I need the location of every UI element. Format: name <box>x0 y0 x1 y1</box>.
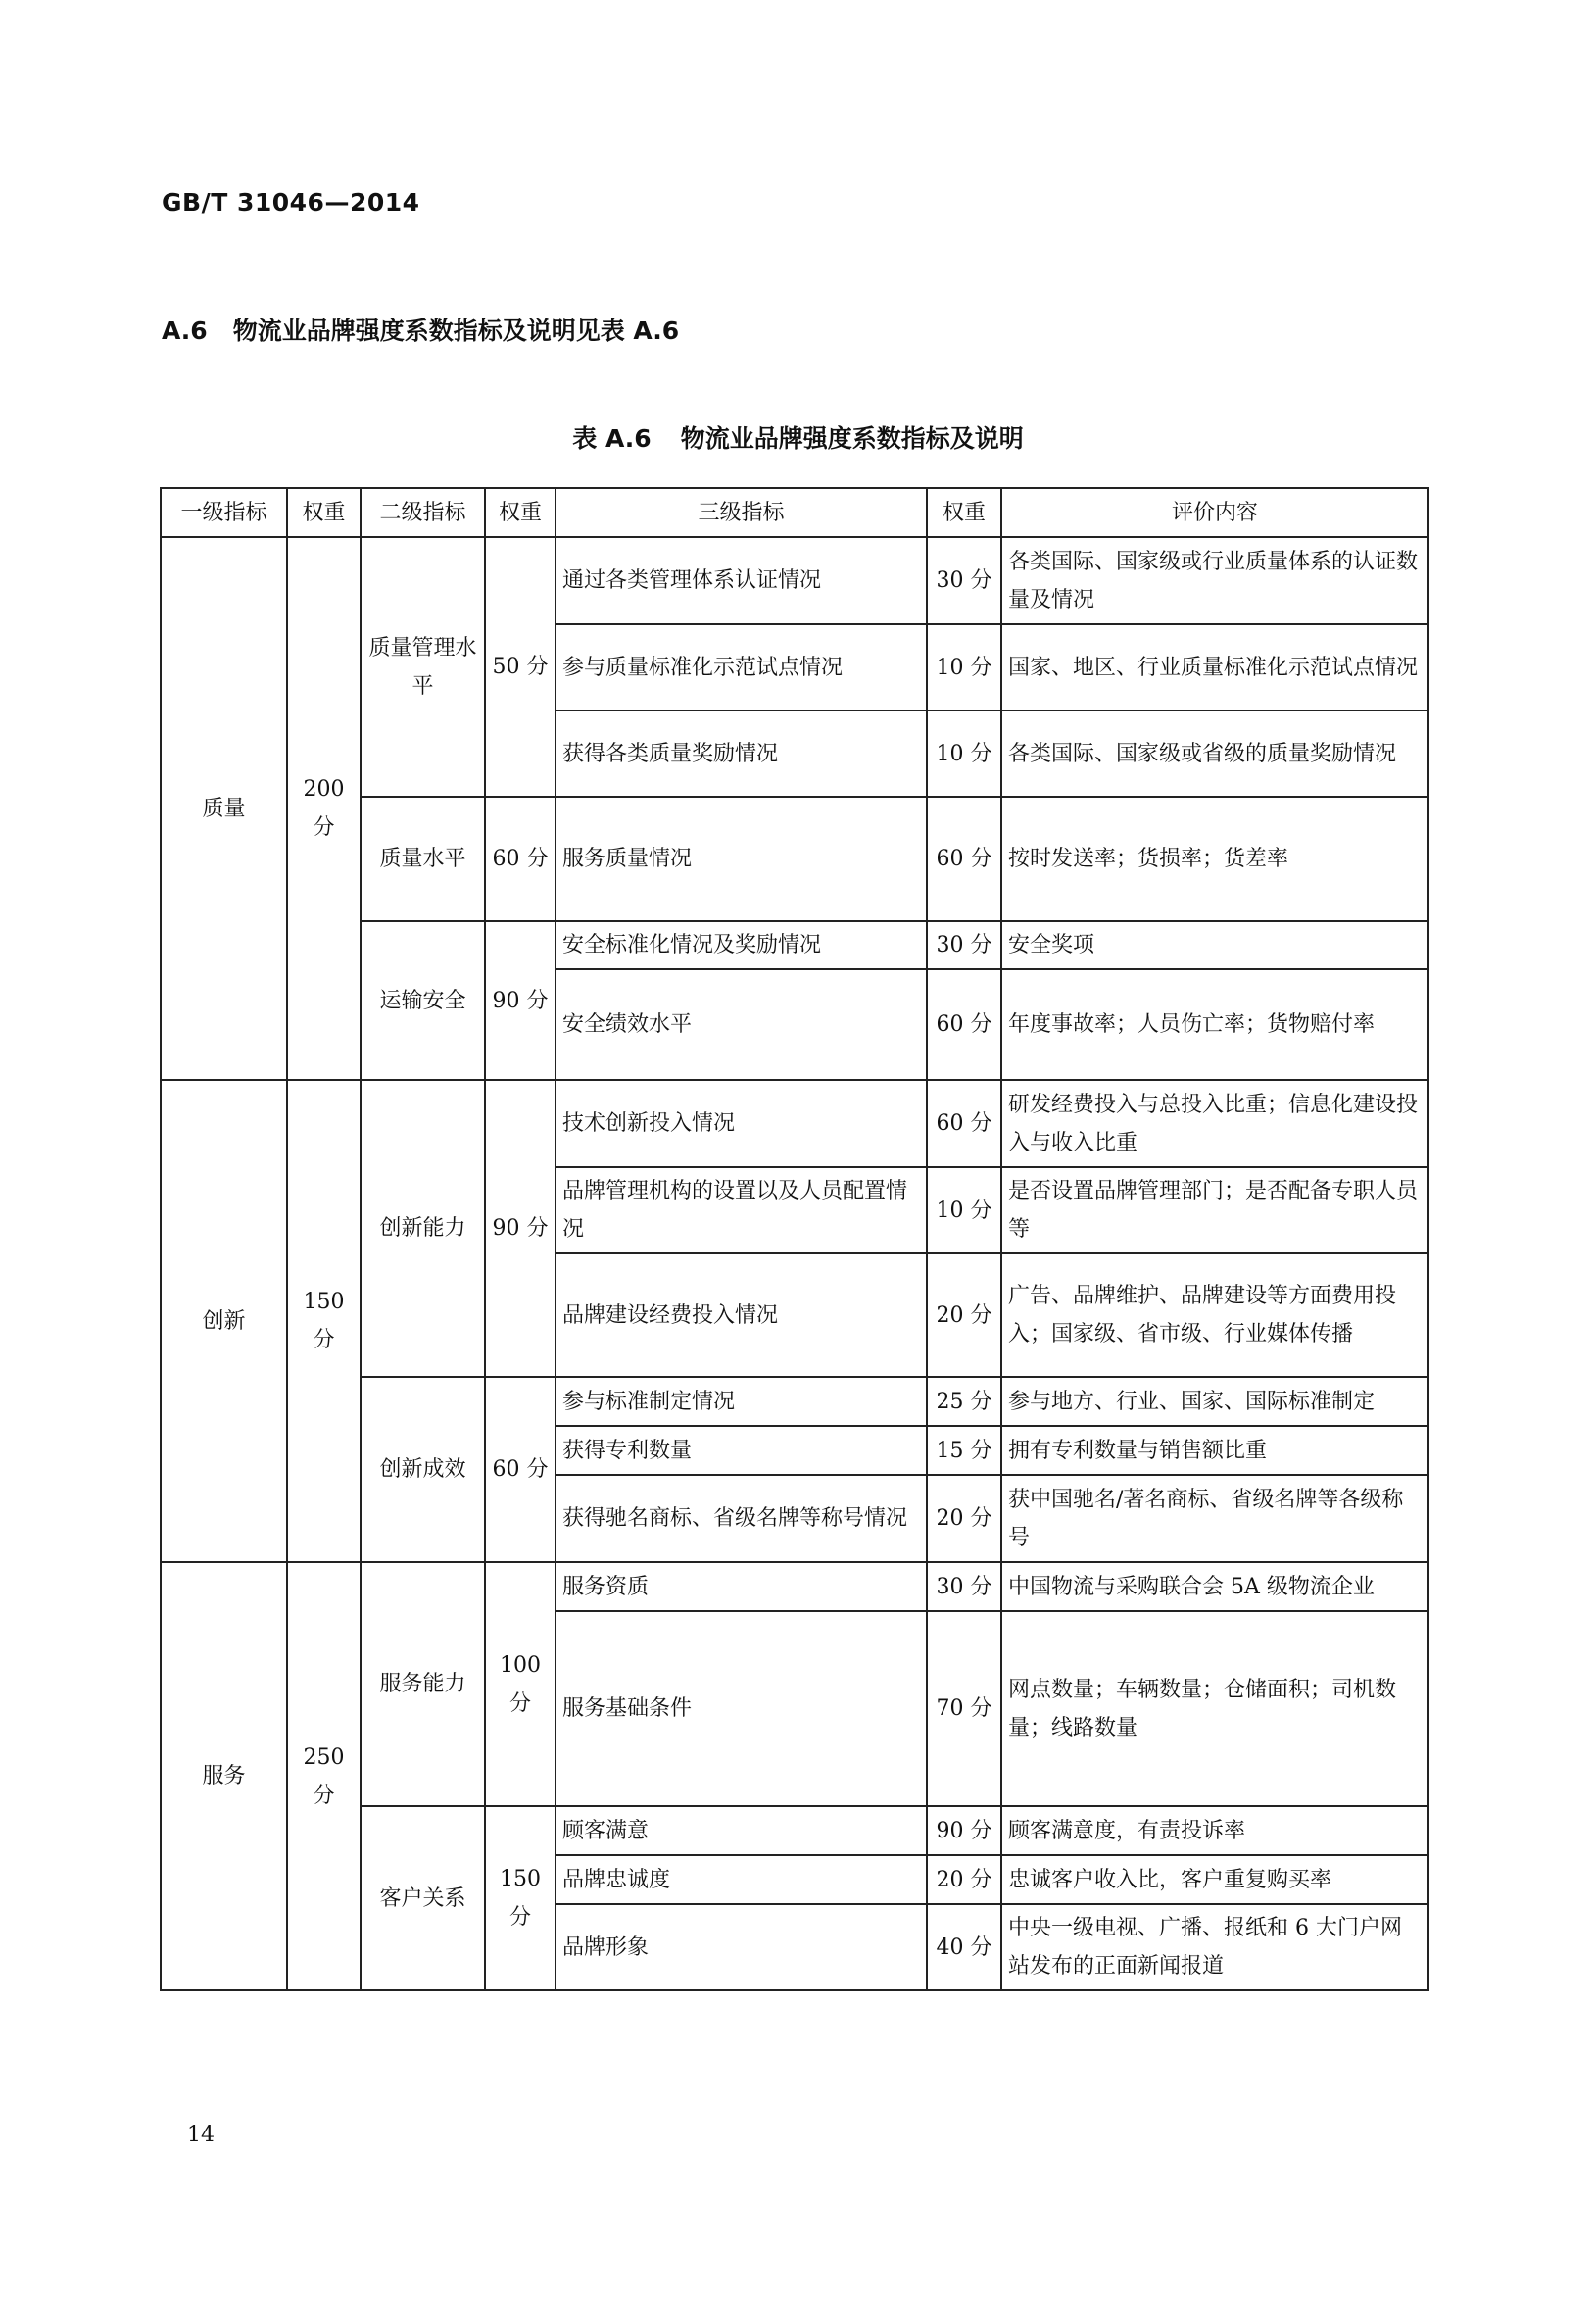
table-caption-title: 物流业品牌强度系数指标及说明 <box>680 424 1024 453</box>
level3-weight: 30 分 <box>927 921 1001 969</box>
evaluation-content: 安全奖项 <box>1001 921 1428 969</box>
level3-weight: 60 分 <box>927 969 1001 1080</box>
level1-indicator: 质量 <box>161 537 287 1080</box>
level3-weight: 60 分 <box>927 797 1001 921</box>
level3-indicator: 参与标准制定情况 <box>556 1377 927 1426</box>
level3-weight: 20 分 <box>927 1253 1001 1377</box>
section-heading <box>162 312 679 347</box>
evaluation-content: 各类国际、国家级或行业质量体系的认证数量及情况 <box>1001 537 1428 624</box>
level2-indicator: 质量水平 <box>361 797 485 921</box>
level3-weight: 30 分 <box>927 1562 1001 1611</box>
level3-indicator: 品牌形象 <box>556 1904 927 1990</box>
level3-indicator: 品牌建设经费投入情况 <box>556 1253 927 1377</box>
level2-weight: 100 分 <box>485 1562 556 1806</box>
table-header-row <box>161 488 1428 537</box>
evaluation-content: 国家、地区、行业质量标准化示范试点情况 <box>1001 624 1428 710</box>
table-row <box>161 1080 1428 1167</box>
level3-weight: 60 分 <box>927 1080 1001 1167</box>
level1-weight: 150 分 <box>287 1080 361 1562</box>
level1-indicator: 创新 <box>161 1080 287 1562</box>
level3-indicator: 技术创新投入情况 <box>556 1080 927 1167</box>
column-header-content: 评价内容 <box>1001 488 1428 537</box>
column-header-level2: 二级指标 <box>361 488 485 537</box>
evaluation-content: 顾客满意度，有责投诉率 <box>1001 1806 1428 1855</box>
level3-weight: 70 分 <box>927 1611 1001 1806</box>
column-header-level1-weight: 权重 <box>287 488 361 537</box>
brand-strength-indicator-table <box>160 487 1429 1991</box>
level3-weight: 15 分 <box>927 1426 1001 1475</box>
level2-weight: 50 分 <box>485 537 556 797</box>
level3-indicator: 安全绩效水平 <box>556 969 927 1080</box>
evaluation-content: 网点数量；车辆数量；仓储面积；司机数量；线路数量 <box>1001 1611 1428 1806</box>
section-number: A.6 <box>162 317 208 345</box>
evaluation-content: 获中国驰名/著名商标、省级名牌等各级称号 <box>1001 1475 1428 1562</box>
level3-weight: 20 分 <box>927 1475 1001 1562</box>
table-row <box>161 1562 1428 1611</box>
level2-indicator: 运输安全 <box>361 921 485 1080</box>
column-header-level1: 一级指标 <box>161 488 287 537</box>
level3-indicator: 获得驰名商标、省级名牌等称号情况 <box>556 1475 927 1562</box>
table-row <box>161 537 1428 624</box>
level3-weight: 30 分 <box>927 537 1001 624</box>
evaluation-content: 年度事故率；人员伤亡率；货物赔付率 <box>1001 969 1428 1080</box>
table-caption <box>0 419 1596 455</box>
page-number: 14 <box>187 2123 215 2147</box>
level3-indicator: 安全标准化情况及奖励情况 <box>556 921 927 969</box>
level2-weight: 60 分 <box>485 797 556 921</box>
evaluation-content: 参与地方、行业、国家、国际标准制定 <box>1001 1377 1428 1426</box>
level1-indicator: 服务 <box>161 1562 287 1990</box>
standard-code: GB/T 31046—2014 <box>162 188 420 217</box>
level3-weight: 10 分 <box>927 1167 1001 1253</box>
level3-indicator: 服务资质 <box>556 1562 927 1611</box>
level1-weight: 200 分 <box>287 537 361 1080</box>
level3-weight: 10 分 <box>927 710 1001 797</box>
level3-indicator: 获得各类质量奖励情况 <box>556 710 927 797</box>
level3-indicator: 获得专利数量 <box>556 1426 927 1475</box>
level2-indicator: 服务能力 <box>361 1562 485 1806</box>
level2-weight: 90 分 <box>485 1080 556 1377</box>
evaluation-content: 是否设置品牌管理部门；是否配备专职人员等 <box>1001 1167 1428 1253</box>
column-header-level3: 三级指标 <box>556 488 927 537</box>
level1-weight: 250 分 <box>287 1562 361 1990</box>
evaluation-content: 忠诚客户收入比，客户重复购买率 <box>1001 1855 1428 1904</box>
column-header-level2-weight: 权重 <box>485 488 556 537</box>
table-caption-number: 表 A.6 <box>572 424 652 453</box>
evaluation-content: 研发经费投入与总投入比重；信息化建设投入与收入比重 <box>1001 1080 1428 1167</box>
level3-indicator: 顾客满意 <box>556 1806 927 1855</box>
level2-indicator: 客户关系 <box>361 1806 485 1990</box>
level3-weight: 20 分 <box>927 1855 1001 1904</box>
level3-weight: 25 分 <box>927 1377 1001 1426</box>
level3-indicator: 通过各类管理体系认证情况 <box>556 537 927 624</box>
level3-indicator: 参与质量标准化示范试点情况 <box>556 624 927 710</box>
level2-weight: 90 分 <box>485 921 556 1080</box>
level3-indicator: 服务基础条件 <box>556 1611 927 1806</box>
evaluation-content: 各类国际、国家级或省级的质量奖励情况 <box>1001 710 1428 797</box>
evaluation-content: 按时发送率；货损率；货差率 <box>1001 797 1428 921</box>
level3-indicator: 品牌忠诚度 <box>556 1855 927 1904</box>
section-title: 物流业品牌强度系数指标及说明见表 A.6 <box>232 317 680 345</box>
column-header-level3-weight: 权重 <box>927 488 1001 537</box>
level3-weight: 40 分 <box>927 1904 1001 1990</box>
level3-indicator: 品牌管理机构的设置以及人员配置情况 <box>556 1167 927 1253</box>
level2-indicator: 质量管理水平 <box>361 537 485 797</box>
level2-weight: 60 分 <box>485 1377 556 1562</box>
evaluation-content: 中央一级电视、广播、报纸和 6 大门户网站发布的正面新闻报道 <box>1001 1904 1428 1990</box>
evaluation-content: 拥有专利数量与销售额比重 <box>1001 1426 1428 1475</box>
level3-weight: 10 分 <box>927 624 1001 710</box>
level2-indicator: 创新能力 <box>361 1080 485 1377</box>
level2-weight: 150 分 <box>485 1806 556 1990</box>
evaluation-content: 广告、品牌维护、品牌建设等方面费用投入；国家级、省市级、行业媒体传播 <box>1001 1253 1428 1377</box>
level2-indicator: 创新成效 <box>361 1377 485 1562</box>
level3-indicator: 服务质量情况 <box>556 797 927 921</box>
evaluation-content: 中国物流与采购联合会 5A 级物流企业 <box>1001 1562 1428 1611</box>
level3-weight: 90 分 <box>927 1806 1001 1855</box>
